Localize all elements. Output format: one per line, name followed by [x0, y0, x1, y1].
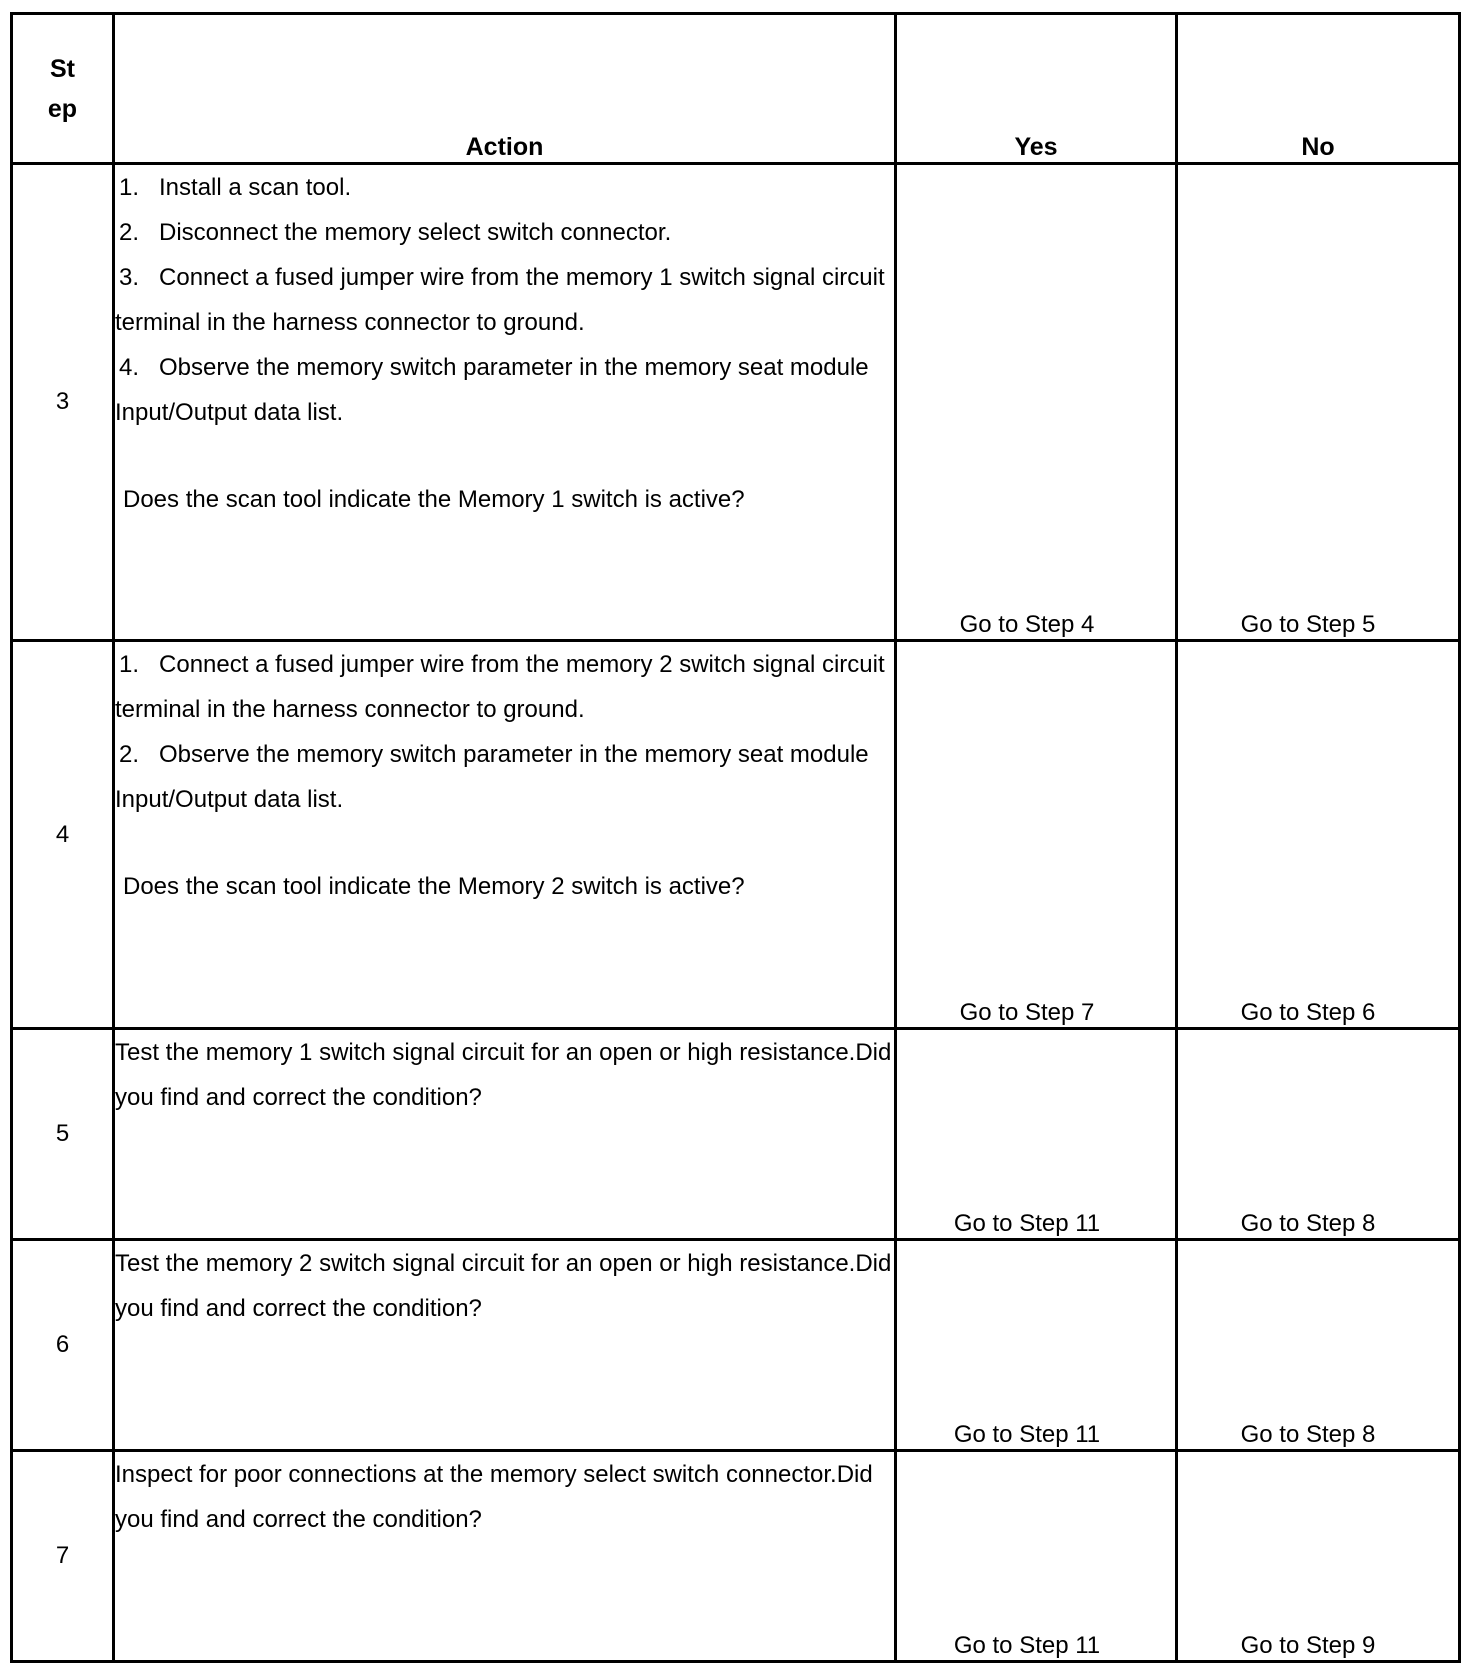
action-cell	[114, 1240, 896, 1451]
action-item: 3. Connect a fused jumper wire from the memory 1 switch signal circuit terminal in the harness connector to ground.	[115, 264, 885, 336]
table-row	[12, 1029, 1460, 1240]
action-cell	[114, 164, 896, 641]
no-result: Go to Step 8	[1177, 1029, 1460, 1240]
action-text: Test the memory 2 switch signal circuit for an open or high resistance.Did you find and correct the condition?	[115, 1250, 892, 1322]
action-cell	[114, 1029, 896, 1240]
table-row	[12, 1240, 1460, 1451]
action-question: Does the scan tool indicate the Memory 1 switch is active?	[123, 486, 745, 513]
header-step	[12, 14, 114, 164]
no-result: Go to Step 6	[1177, 641, 1460, 1029]
yes-result: Go to Step 4	[896, 164, 1177, 641]
header-action: Action	[114, 14, 896, 164]
header-yes: Yes	[896, 14, 1177, 164]
table-row	[12, 164, 1460, 641]
action-item: 2. Observe the memory switch parameter in the memory seat module Input/Output data list.	[115, 741, 869, 813]
table-row	[12, 641, 1460, 1029]
action-item: 2. Disconnect the memory select switch connector.	[119, 219, 672, 246]
step-number: 4	[12, 641, 114, 1029]
header-step-line2: ep	[47, 94, 78, 123]
step-number: 5	[12, 1029, 114, 1240]
action-cell	[114, 641, 896, 1029]
yes-result: Go to Step 7	[896, 641, 1177, 1029]
table-row	[12, 1451, 1460, 1662]
no-result: Go to Step 8	[1177, 1240, 1460, 1451]
header-step-line1: St	[50, 54, 75, 83]
table-header	[12, 14, 1460, 164]
step-number: 6	[12, 1240, 114, 1451]
step-number: 3	[12, 164, 114, 641]
diagnostic-table	[10, 12, 1461, 1663]
no-result: Go to Step 5	[1177, 164, 1460, 641]
action-cell	[114, 1451, 896, 1662]
action-item: 1. Install a scan tool.	[119, 174, 352, 201]
no-result: Go to Step 9	[1177, 1451, 1460, 1662]
action-item: 1. Connect a fused jumper wire from the memory 2 switch signal circuit terminal in the harness connector to ground.	[115, 651, 885, 723]
yes-result: Go to Step 11	[896, 1240, 1177, 1451]
action-text: Test the memory 1 switch signal circuit for an open or high resistance.Did you find and correct the condition?	[115, 1039, 892, 1111]
header-no: No	[1177, 14, 1460, 164]
step-number: 7	[12, 1451, 114, 1662]
action-item: 4. Observe the memory switch parameter in the memory seat module Input/Output data list.	[115, 354, 869, 426]
yes-result: Go to Step 11	[896, 1029, 1177, 1240]
action-text: Inspect for poor connections at the memory select switch connector.Did you find and correct the condition?	[115, 1461, 873, 1533]
yes-result: Go to Step 11	[896, 1451, 1177, 1662]
action-question: Does the scan tool indicate the Memory 2 switch is active?	[123, 873, 745, 900]
